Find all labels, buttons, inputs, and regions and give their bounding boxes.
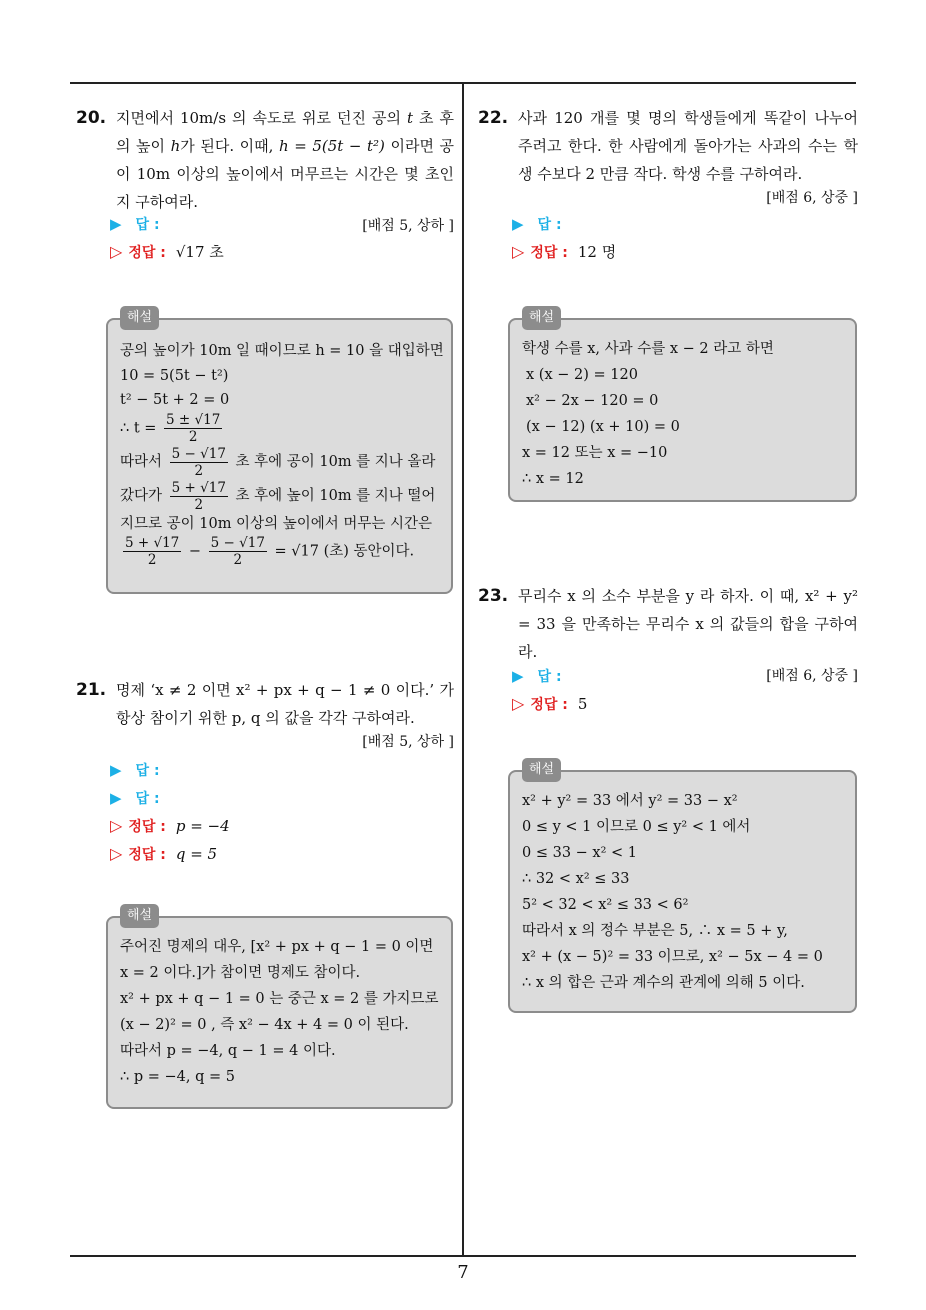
problem-number: 20. — [76, 108, 107, 128]
solution-line: x² + (x − 5)² = 33 이므로, x² − 5x − 4 = 0 — [522, 949, 823, 965]
correct-label: 정답 : — [530, 245, 568, 261]
solution-line: x (x − 2) = 120 — [526, 367, 638, 383]
solution-tag: 해설 — [120, 306, 159, 330]
solution-line: x = 2 이다.]가 참이면 명제도 참이다. — [120, 965, 361, 981]
page-number: 7 — [457, 1262, 469, 1283]
solution-line: ∴ 32 < x² ≤ 33 — [522, 871, 630, 887]
solution-tag: 해설 — [120, 904, 159, 928]
solution-line: (x − 2)² = 0 , 즉 x² − 4x + 4 = 0 이 된다. — [120, 1017, 409, 1033]
answer-section-22 — [512, 210, 616, 266]
filled-arrow-icon: ▶ — [110, 789, 122, 807]
solution-box-20 — [106, 310, 453, 594]
correct-label: 정답 : — [128, 245, 166, 261]
filled-arrow-icon: ▶ — [110, 761, 122, 779]
fraction: $\frac{5 + √17}{2}$ — [125, 535, 180, 568]
fraction: $\frac{5 - √17}{2}$ — [171, 445, 226, 479]
answer-section-21 — [110, 756, 230, 868]
correct-label: 정답 : — [530, 697, 568, 713]
solution-line: (x − 12) (x + 10) = 0 — [526, 419, 680, 435]
correct-value: √17 초 — [175, 243, 224, 261]
solution-line: $\frac{5 + √17}{2}$ − $\frac{5 - √17}{2}$ = √17 (초) 동안이다. — [125, 535, 415, 568]
score-info: [배점 5, 상하 ] — [362, 218, 454, 234]
filled-arrow-icon: ▶ — [512, 215, 524, 233]
solution-line: 따라서 $\frac{5 - √17}{2}$ 초 후에 공이 10m 를 지나 올라 — [120, 445, 436, 479]
fraction: $\frac{5 \pm √17}{2}$ — [166, 412, 221, 445]
solution-line: ∴ p = −4, q = 5 — [120, 1069, 235, 1085]
answer-label: 답 : — [135, 791, 160, 807]
bottom-rule — [70, 1255, 856, 1257]
problem-text: 무리수 x 의 소수 부분을 y 라 하자. 이 때, x² + y² = 33 을 만족하는 무리수 x 의 값들의 합을 구하여라. — [518, 587, 858, 661]
solution-line: ∴ x 의 합은 근과 계수의 관계에 의해 5 이다. — [522, 975, 805, 991]
outline-arrow-icon: ▷ — [110, 242, 123, 261]
outline-arrow-icon: ▷ — [512, 694, 525, 713]
problem-text: 지면에서 10m/s 의 속도로 위로 던진 공의 t 초 후의 높이 h가 된다. 이때, h = 5(5t − t²) 이라면 공이 10m 이상의 높이에서 머무르는 시간은 몇 초인지 구하여라. — [116, 109, 454, 211]
solution-line: 0 ≤ 33 − x² < 1 — [522, 845, 637, 861]
problem-number: 21. — [76, 680, 107, 700]
solution-line: 지므로 공이 10m 이상의 높이에서 머무는 시간은 — [120, 516, 432, 532]
solution-line: 5² < 32 < x² ≤ 33 < 6² — [522, 897, 689, 913]
answer-section-23 — [512, 662, 587, 718]
solution-line: 공의 높이가 10m 일 때이므로 h = 10 을 대입하면 — [120, 343, 444, 359]
fraction: $\frac{5 - √17}{2}$ — [210, 535, 265, 568]
correct-label: 정답 : — [128, 847, 166, 863]
solution-tag: 해설 — [522, 758, 561, 782]
solution-line: x² + y² = 33 에서 y² = 33 − x² — [522, 793, 738, 809]
solution-tag: 해설 — [522, 306, 561, 330]
solution-line: 갔다가 $\frac{5 + √17}{2}$ 초 후에 높이 10m 를 지나 떨어 — [120, 479, 436, 513]
solution-line: x = 12 또는 x = −10 — [522, 445, 668, 461]
solution-line: 주어진 명제의 대우, [x² + px + q − 1 = 0 이면 — [120, 939, 434, 955]
solution-box-23 — [508, 762, 857, 1013]
solution-box-21 — [106, 908, 453, 1109]
filled-arrow-icon: ▶ — [110, 215, 122, 233]
solution-line: 0 ≤ y < 1 이므로 0 ≤ y² < 1 에서 — [522, 819, 751, 835]
correct-value: 5 — [577, 695, 588, 713]
filled-arrow-icon: ▶ — [512, 667, 524, 685]
solution-line: ∴ x = 12 — [522, 471, 584, 487]
answer-label: 답 : — [537, 669, 562, 685]
correct-value: 12 명 — [577, 243, 617, 261]
score-info: [배점 6, 상중 ] — [766, 668, 858, 684]
answer-label: 답 : — [537, 217, 562, 233]
outline-arrow-icon: ▷ — [110, 844, 123, 863]
column-divider — [462, 83, 464, 1256]
problem-text: 명제 ‘x ≠ 2 이면 x² + px + q − 1 ≠ 0 이다.’ 가 항상 참이기 위한 p, q 의 값을 각각 구하여라. — [116, 681, 454, 727]
solution-box-22 — [508, 310, 857, 502]
problem-number: 22. — [478, 108, 509, 128]
solution-line: 따라서 x 의 정수 부분은 5, ∴ x = 5 + y, — [522, 923, 788, 939]
solution-line: 학생 수를 x, 사과 수를 x − 2 라고 하면 — [522, 341, 774, 357]
solution-line: t² − 5t + 2 = 0 — [120, 392, 230, 408]
problem-text: 사과 120 개를 몇 명의 학생들에게 똑같이 나누어 주려고 한다. 한 사람에게 돌아가는 사과의 수는 학생 수보다 2 만큼 작다. 학생 수를 구하여라. — [518, 109, 858, 183]
solution-line: ∴ t = $\frac{5 \pm √17}{2}$ — [120, 412, 221, 445]
problem-22 — [478, 104, 858, 212]
solution-line: x² − 2x − 120 = 0 — [526, 393, 659, 409]
score-info: [배점 5, 상하 ] — [362, 734, 454, 750]
outline-arrow-icon: ▷ — [110, 816, 123, 835]
correct-value: q = 5 — [175, 845, 218, 863]
answer-label: 답 : — [135, 763, 160, 779]
correct-label: 정답 : — [128, 819, 166, 835]
solution-line: 10 = 5(5t − t²) — [120, 368, 229, 384]
fraction: $\frac{5 + √17}{2}$ — [171, 479, 226, 513]
solution-line: x² + px + q − 1 = 0 는 중근 x = 2 를 가지므로 — [120, 991, 439, 1007]
problem-number: 23. — [478, 586, 509, 606]
score-info: [배점 6, 상중 ] — [766, 190, 858, 206]
answer-label: 답 : — [135, 217, 160, 233]
correct-value: p = −4 — [175, 817, 230, 835]
solution-line: 따라서 p = −4, q − 1 = 4 이다. — [120, 1043, 336, 1059]
outline-arrow-icon: ▷ — [512, 242, 525, 261]
answer-section-20 — [110, 210, 224, 266]
problem-21 — [76, 676, 454, 756]
